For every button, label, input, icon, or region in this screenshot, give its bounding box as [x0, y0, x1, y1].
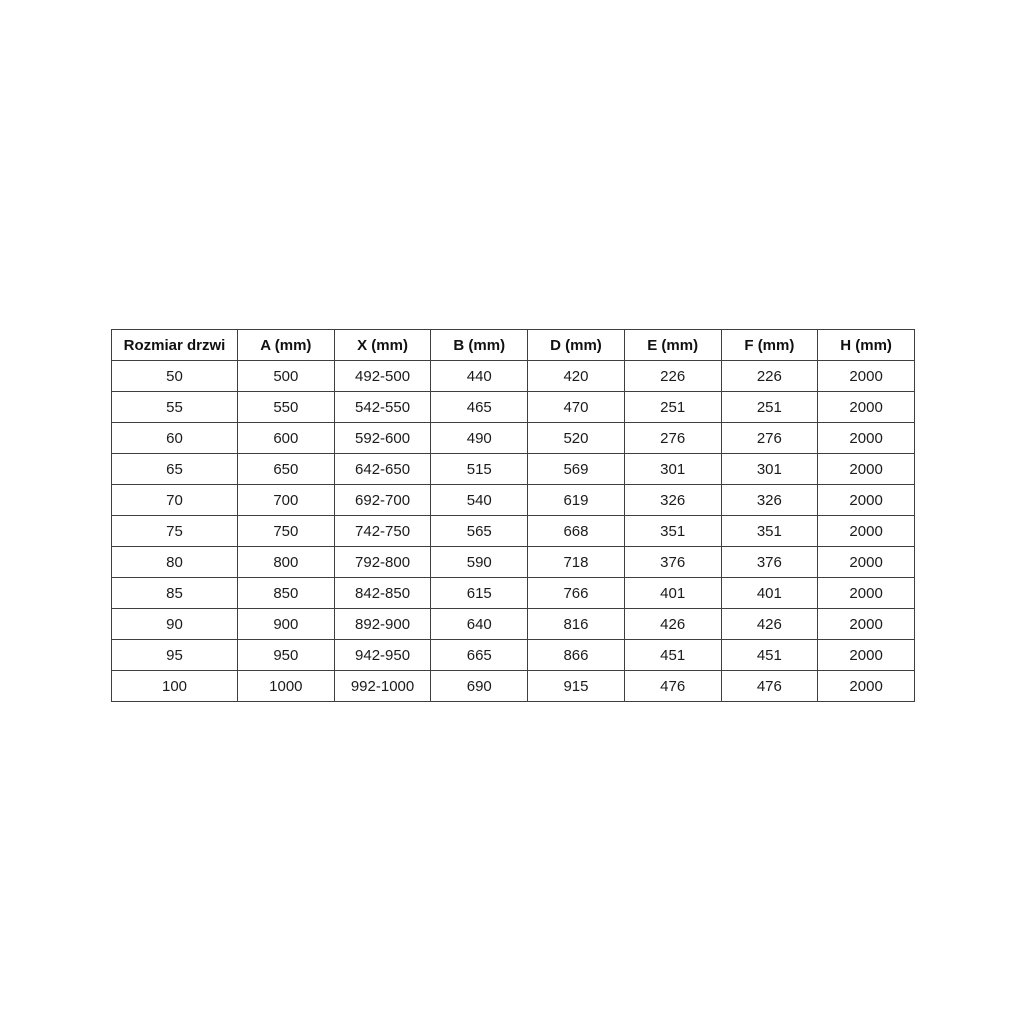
header-cell: X (mm): [334, 330, 431, 361]
table-cell: 60: [112, 423, 238, 454]
table-cell: 766: [528, 578, 625, 609]
table-cell: 276: [721, 423, 818, 454]
table-cell: 590: [431, 547, 528, 578]
table-cell: 376: [624, 547, 721, 578]
header-cell: D (mm): [528, 330, 625, 361]
table-cell: 2000: [818, 609, 915, 640]
header-cell: A (mm): [238, 330, 335, 361]
table-cell: 866: [528, 640, 625, 671]
table-cell: 550: [238, 392, 335, 423]
table-cell: 665: [431, 640, 528, 671]
table-cell: 451: [721, 640, 818, 671]
header-cell: Rozmiar drzwi: [112, 330, 238, 361]
table-cell: 65: [112, 454, 238, 485]
table-cell: 55: [112, 392, 238, 423]
table-cell: 251: [624, 392, 721, 423]
table-cell: 465: [431, 392, 528, 423]
header-cell: F (mm): [721, 330, 818, 361]
table-cell: 690: [431, 671, 528, 702]
table-row: [112, 423, 915, 454]
table-cell: 650: [238, 454, 335, 485]
table-body: [112, 361, 915, 702]
table-cell: 842-850: [334, 578, 431, 609]
header-row: [112, 330, 915, 361]
table-cell: 742-750: [334, 516, 431, 547]
table-cell: 326: [721, 485, 818, 516]
table-cell: 2000: [818, 516, 915, 547]
table-cell: 440: [431, 361, 528, 392]
door-size-table: [111, 329, 915, 702]
table-cell: 351: [624, 516, 721, 547]
table-cell: 276: [624, 423, 721, 454]
table-head: [112, 330, 915, 361]
table-cell: 476: [624, 671, 721, 702]
table-cell: 2000: [818, 454, 915, 485]
table-row: [112, 516, 915, 547]
table-cell: 600: [238, 423, 335, 454]
table-cell: 2000: [818, 671, 915, 702]
table-cell: 476: [721, 671, 818, 702]
table-cell: 615: [431, 578, 528, 609]
table-cell: 2000: [818, 640, 915, 671]
table-cell: 401: [721, 578, 818, 609]
table-cell: 942-950: [334, 640, 431, 671]
table-cell: 75: [112, 516, 238, 547]
table-cell: 515: [431, 454, 528, 485]
table-cell: 569: [528, 454, 625, 485]
table-cell: 565: [431, 516, 528, 547]
table-cell: 2000: [818, 578, 915, 609]
table-cell: 640: [431, 609, 528, 640]
table-cell: 301: [624, 454, 721, 485]
table-cell: 700: [238, 485, 335, 516]
table-cell: 592-600: [334, 423, 431, 454]
table-row: [112, 392, 915, 423]
table-cell: 892-900: [334, 609, 431, 640]
table-cell: 619: [528, 485, 625, 516]
table-cell: 540: [431, 485, 528, 516]
table-cell: 490: [431, 423, 528, 454]
header-cell: B (mm): [431, 330, 528, 361]
table-cell: 520: [528, 423, 625, 454]
table-cell: 850: [238, 578, 335, 609]
table-cell: 376: [721, 547, 818, 578]
table-cell: 2000: [818, 547, 915, 578]
table-cell: 470: [528, 392, 625, 423]
table-cell: 915: [528, 671, 625, 702]
table-cell: 90: [112, 609, 238, 640]
table-cell: 95: [112, 640, 238, 671]
table-cell: 900: [238, 609, 335, 640]
table-row: [112, 454, 915, 485]
table-cell: 816: [528, 609, 625, 640]
table-cell: 2000: [818, 392, 915, 423]
table-cell: 251: [721, 392, 818, 423]
table-cell: 500: [238, 361, 335, 392]
table-cell: 85: [112, 578, 238, 609]
table-cell: 451: [624, 640, 721, 671]
table-cell: 426: [721, 609, 818, 640]
table-row: [112, 578, 915, 609]
table-cell: 542-550: [334, 392, 431, 423]
table-row: [112, 485, 915, 516]
table-cell: 2000: [818, 423, 915, 454]
table-cell: 301: [721, 454, 818, 485]
header-cell: H (mm): [818, 330, 915, 361]
table-cell: 2000: [818, 361, 915, 392]
table-cell: 426: [624, 609, 721, 640]
table-row: [112, 547, 915, 578]
table-cell: 692-700: [334, 485, 431, 516]
table-cell: 2000: [818, 485, 915, 516]
table-cell: 750: [238, 516, 335, 547]
header-cell: E (mm): [624, 330, 721, 361]
table-cell: 950: [238, 640, 335, 671]
table-cell: 718: [528, 547, 625, 578]
table-cell: 326: [624, 485, 721, 516]
table-cell: 792-800: [334, 547, 431, 578]
table-cell: 80: [112, 547, 238, 578]
table-cell: 492-500: [334, 361, 431, 392]
table-cell: 50: [112, 361, 238, 392]
table-cell: 100: [112, 671, 238, 702]
table-cell: 668: [528, 516, 625, 547]
table-cell: 70: [112, 485, 238, 516]
table-row: [112, 640, 915, 671]
table-cell: 351: [721, 516, 818, 547]
table-row: [112, 361, 915, 392]
table-cell: 992-1000: [334, 671, 431, 702]
table-cell: 642-650: [334, 454, 431, 485]
table-cell: 420: [528, 361, 625, 392]
table-cell: 800: [238, 547, 335, 578]
table-cell: 1000: [238, 671, 335, 702]
table-cell: 226: [721, 361, 818, 392]
table-row: [112, 671, 915, 702]
table-cell: 226: [624, 361, 721, 392]
table-row: [112, 609, 915, 640]
table-cell: 401: [624, 578, 721, 609]
